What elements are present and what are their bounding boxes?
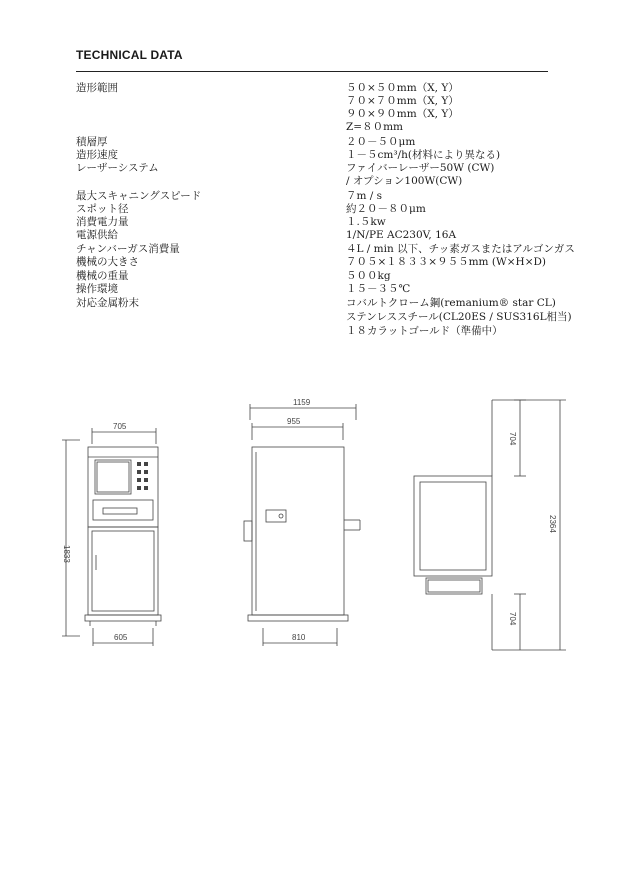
spec-label-power: 消費電力量 — [76, 216, 129, 228]
spec-value-build-area-4: Z=８０mm — [346, 121, 404, 133]
spec-label-build-area: 造形範囲 — [76, 82, 118, 94]
spec-label-gas: チャンバーガス消費量 — [76, 243, 180, 255]
spec-label-layer: 積層厚 — [76, 136, 108, 148]
spec-value-weight: ５００kg — [346, 270, 391, 282]
spec-value-build-area-2: ７０×７０mm（X, Y） — [346, 95, 459, 107]
spec-value-powders-2: ステンレススチール(CL20ES / SUS316L相当) — [346, 311, 572, 323]
spec-label-speed: 造形速度 — [76, 149, 118, 161]
spec-value-gas: ４L / min 以下、チッ素ガスまたはアルゴンガス — [346, 243, 575, 255]
spec-label-environment: 操作環境 — [76, 283, 118, 295]
spec-value-build-area-1: ５０×５０mm（X, Y） — [346, 82, 459, 94]
spec-label-spot: スポット径 — [76, 203, 129, 215]
dim-side-base: 810 — [292, 633, 306, 642]
dim-front-width-top: 705 — [113, 422, 127, 431]
spec-value-layer: ２０－５０μm — [346, 136, 416, 148]
spec-value-scan-speed: ７m / s — [346, 190, 383, 202]
spec-value-spot: 約２０－８０μm — [346, 203, 426, 215]
top-view — [414, 400, 566, 650]
side-view — [244, 404, 360, 646]
spec-value-laser-1: ファイバーレーザー50W (CW) — [346, 162, 495, 174]
spec-value-speed: １－５cm³/h(材料により異なる) — [346, 149, 501, 161]
spec-label-scan-speed: 最大スキャニングスピード — [76, 190, 202, 202]
dim-side-depth: 955 — [287, 417, 301, 426]
spec-value-size: ７０５×１８３３×９５５mm (W×H×D) — [346, 256, 547, 268]
spec-value-laser-2: / オプション100W(CW) — [346, 175, 463, 187]
page-heading: TECHNICAL DATA — [76, 48, 183, 62]
spec-label-size: 機械の大きさ — [76, 256, 139, 268]
spec-label-powders: 対応金属粉末 — [76, 297, 139, 309]
spec-label-supply: 電源供給 — [76, 229, 118, 241]
spec-value-powders-1: コバルトクローム鋼(remanium® star CL) — [346, 297, 556, 309]
dim-front-height: 1833 — [62, 545, 71, 563]
spec-label-weight: 機械の重量 — [76, 270, 129, 282]
front-view — [62, 428, 161, 646]
spec-value-powders-3: １８カラットゴールド（準備中） — [346, 325, 503, 337]
spec-value-environment: １５－３５℃ — [346, 283, 411, 295]
spec-value-power: １.５kw — [346, 216, 386, 228]
dim-top-lower: 704 — [508, 612, 517, 626]
dim-top-total: 2364 — [548, 515, 557, 533]
spec-label-laser: レーザーシステム — [76, 162, 159, 174]
dim-top-upper: 704 — [508, 432, 517, 446]
spec-value-supply: 1/N/PE AC230V, 16A — [346, 229, 457, 241]
dim-side-total: 1159 — [293, 398, 311, 407]
dim-front-width-bottom: 605 — [114, 633, 128, 642]
spec-value-build-area-3: ９０×９０mm（X, Y） — [346, 108, 459, 120]
